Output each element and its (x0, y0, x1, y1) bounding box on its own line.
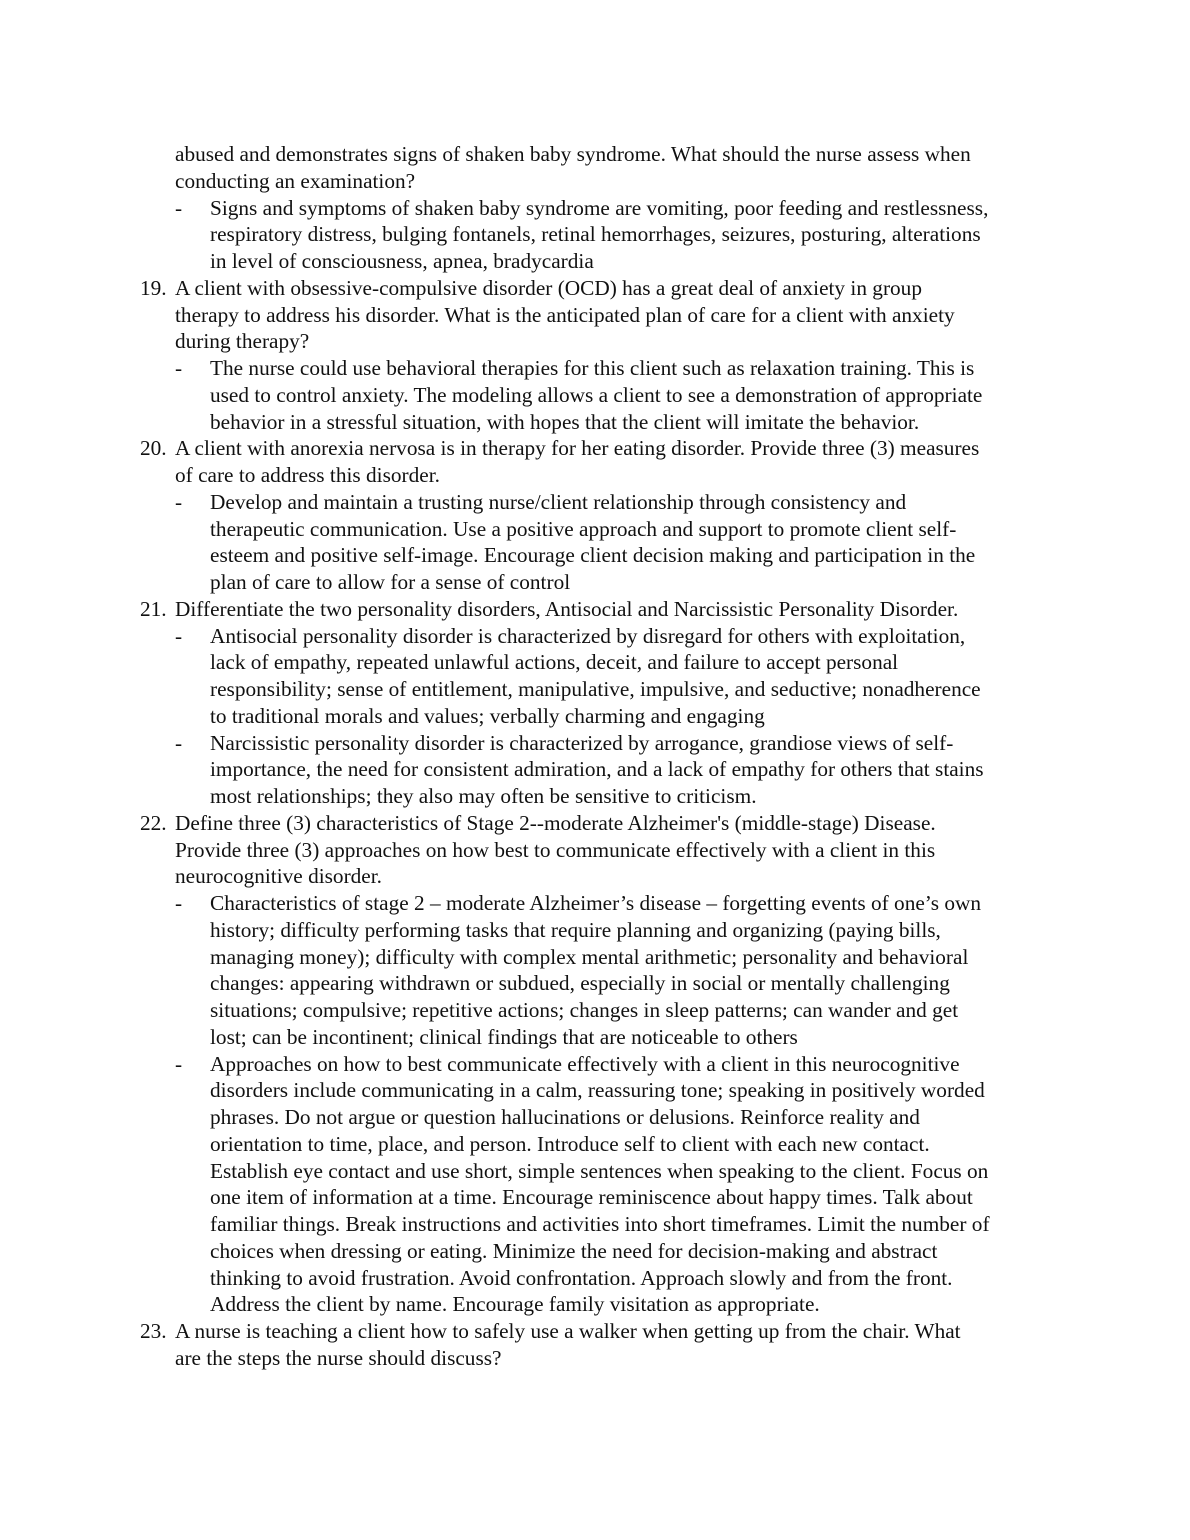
question-line (0, 302, 1190, 329)
question-item (0, 810, 1190, 1318)
question-number: 20. (140, 436, 167, 461)
answer-text: Establish eye contact and use short, simple sentences when speaking to the client. Focus on (210, 1158, 989, 1183)
question-line (0, 1345, 1190, 1372)
answer-line (0, 248, 1190, 275)
question-line (0, 435, 1190, 462)
answer-text: most relationships; they also may often be sensitive to criticism. (210, 784, 757, 808)
answer-line (0, 516, 1190, 543)
answer-text: therapeutic communication. Use a positive approach and support to promote client self- (210, 516, 957, 541)
question-text: neurocognitive disorder. (175, 864, 382, 889)
answer-text: plan of care to allow for a sense of control (210, 570, 571, 594)
question-number: 21. (140, 596, 167, 621)
question-text: during therapy? (175, 329, 310, 354)
bullet-dash: - (175, 1051, 183, 1076)
answer-text: lack of empathy, repeated unlawful actions, deceit, and failure to accept personal (210, 650, 899, 675)
question-number: 19. (140, 275, 167, 300)
question-line (0, 328, 1190, 355)
question-text: Define three (3) characteristics of Stage 2--moderate Alzheimer's (middle-stage) Disease. (175, 810, 936, 835)
bullet-dash: - (175, 195, 183, 220)
answer-text: changes: appearing withdrawn or subdued, especially in social or mentally challenging (210, 971, 950, 996)
answer-line (0, 756, 1190, 783)
question-number: 22. (140, 810, 167, 835)
answer-line (0, 221, 1190, 248)
answer-line (0, 1291, 1190, 1318)
answer-text: esteem and positive self-image. Encourage client decision making and participation in the (210, 543, 976, 568)
question-line (0, 275, 1190, 302)
answer-line (0, 649, 1190, 676)
answer-line (0, 997, 1190, 1024)
answer-bullet (0, 355, 1190, 435)
answer-text: Signs and symptoms of shaken baby syndrome are vomiting, poor feeding and restlessness, (210, 195, 989, 220)
answer-line (0, 944, 1190, 971)
answer-bullet (0, 489, 1190, 596)
question-text: A nurse is teaching a client how to safely use a walker when getting up from the chair. What (175, 1319, 961, 1343)
question-text: of care to address this disorder. (175, 463, 440, 487)
answer-line (0, 783, 1190, 810)
answer-line (0, 1238, 1190, 1265)
answer-text: choices when dressing or eating. Minimize the need for decision-making and abstract (210, 1238, 938, 1263)
answer-line (0, 917, 1190, 944)
bullet-dash: - (175, 356, 183, 380)
question-line (0, 462, 1190, 489)
question-line (0, 168, 1190, 195)
answer-bullet (0, 1051, 1190, 1319)
answer-line (0, 542, 1190, 569)
bullet-dash: - (175, 623, 183, 648)
question-text: conducting an examination? (175, 168, 416, 193)
answer-line (0, 1184, 1190, 1211)
answer-text: Narcissistic personality disorder is characterized by arrogance, grandiose views of self- (210, 730, 954, 755)
question-line (0, 596, 1190, 623)
answer-text: Approaches on how to best communicate effectively with a client in this neurocognitive (210, 1051, 960, 1076)
question-text: A client with obsessive-compulsive disorder (OCD) has a great deal of anxiety in group (175, 275, 922, 300)
bullet-dash: - (175, 730, 183, 755)
question-item (0, 596, 1190, 810)
question-text: therapy to address his disorder. What is the anticipated plan of care for a client with anxiety (175, 302, 955, 327)
question-line (0, 810, 1190, 837)
answer-text: Develop and maintain a trusting nurse/client relationship through consistency and (210, 489, 907, 514)
answer-line (0, 730, 1190, 757)
answer-text: phrases. Do not argue or question hallucinations or delusions. Reinforce reality and (210, 1105, 920, 1129)
answer-text: disorders include communicating in a calm, reassuring tone; speaking in positively worded (210, 1078, 985, 1103)
answer-text: history; difficulty performing tasks that require planning and organizing (paying bills, (210, 917, 941, 942)
question-line (0, 141, 1190, 168)
answer-bullet (0, 730, 1190, 810)
answer-text: used to control anxiety. The modeling allows a client to see a demonstration of appropriate (210, 382, 983, 407)
answer-text: one item of information at a time. Encourage reminiscence about happy times. Talk about (210, 1185, 973, 1210)
question-line (0, 863, 1190, 890)
answer-line (0, 489, 1190, 516)
answer-line (0, 569, 1190, 596)
answer-text: behavior in a stressful situation, with hopes that the client will imitate the behavior. (210, 409, 920, 434)
question-text: are the steps the nurse should discuss? (175, 1345, 502, 1370)
answer-bullet (0, 890, 1190, 1051)
answer-line (0, 355, 1190, 382)
answer-line (0, 1051, 1190, 1078)
answer-line (0, 1104, 1190, 1131)
answer-text: importance, the need for consistent admiration, and a lack of empathy for others that stains (210, 757, 984, 782)
answer-line (0, 1024, 1190, 1051)
answer-line (0, 703, 1190, 730)
question-item (0, 1318, 1190, 1372)
bullet-dash: - (175, 891, 183, 915)
document-body (0, 141, 1190, 1372)
answer-line (0, 890, 1190, 917)
answer-line (0, 970, 1190, 997)
answer-text: responsibility; sense of entitlement, manipulative, impulsive, and seductive; nonadherence (210, 677, 981, 701)
answer-text: to traditional morals and values; verbally charming and engaging (210, 703, 765, 728)
answer-line (0, 623, 1190, 650)
question-text: abused and demonstrates signs of shaken baby syndrome. What should the nurse assess when (175, 142, 971, 166)
answer-text: situations; compulsive; repetitive actions; changes in sleep patterns; can wander and get (210, 998, 959, 1022)
answer-text: in level of consciousness, apnea, bradycardia (210, 249, 594, 273)
answer-text: thinking to avoid frustration. Avoid confrontation. Approach slowly and from the front. (210, 1265, 953, 1290)
question-text: A client with anorexia nervosa is in therapy for her eating disorder. Provide three (3) measures (175, 436, 980, 461)
question-item (0, 435, 1190, 596)
answer-text: Address the client by name. Encourage family visitation as appropriate. (210, 1292, 820, 1317)
answer-bullet (0, 623, 1190, 730)
question-line (0, 837, 1190, 864)
question-line (0, 1318, 1190, 1345)
answer-line (0, 1265, 1190, 1292)
bullet-dash: - (175, 489, 183, 514)
answer-text: The nurse could use behavioral therapies for this client such as relaxation training. This is (210, 356, 975, 380)
answer-line (0, 409, 1190, 436)
answer-line (0, 195, 1190, 222)
answer-text: managing money); difficulty with complex mental arithmetic; personality and behavioral (210, 944, 969, 969)
answer-text: Characteristics of stage 2 – moderate Alzheimer’s disease – forgetting events of one’s own (210, 891, 982, 915)
answer-line (0, 1211, 1190, 1238)
answer-line (0, 1077, 1190, 1104)
answer-text: familiar things. Break instructions and activities into short timeframes. Limit the number of (210, 1212, 990, 1236)
question-item (0, 275, 1190, 436)
answer-line (0, 1131, 1190, 1158)
question-continuation (0, 141, 1190, 275)
answer-line (0, 1158, 1190, 1185)
answer-line (0, 382, 1190, 409)
question-number: 23. (140, 1319, 167, 1343)
question-text: Provide three (3) approaches on how best to communicate effectively with a client in this (175, 837, 936, 862)
answer-text: lost; can be incontinent; clinical findings that are noticeable to others (210, 1024, 798, 1049)
answer-text: respiratory distress, bulging fontanels, retinal hemorrhages, seizures, posturing, alterations (210, 222, 981, 247)
answer-bullet (0, 195, 1190, 275)
question-text: Differentiate the two personality disorders, Antisocial and Narcissistic Personality Disorder. (175, 596, 959, 621)
answer-text: Antisocial personality disorder is characterized by disregard for others with exploitation, (210, 623, 966, 648)
answer-line (0, 676, 1190, 703)
answer-text: orientation to time, place, and person. Introduce self to client with each new contact. (210, 1131, 930, 1156)
